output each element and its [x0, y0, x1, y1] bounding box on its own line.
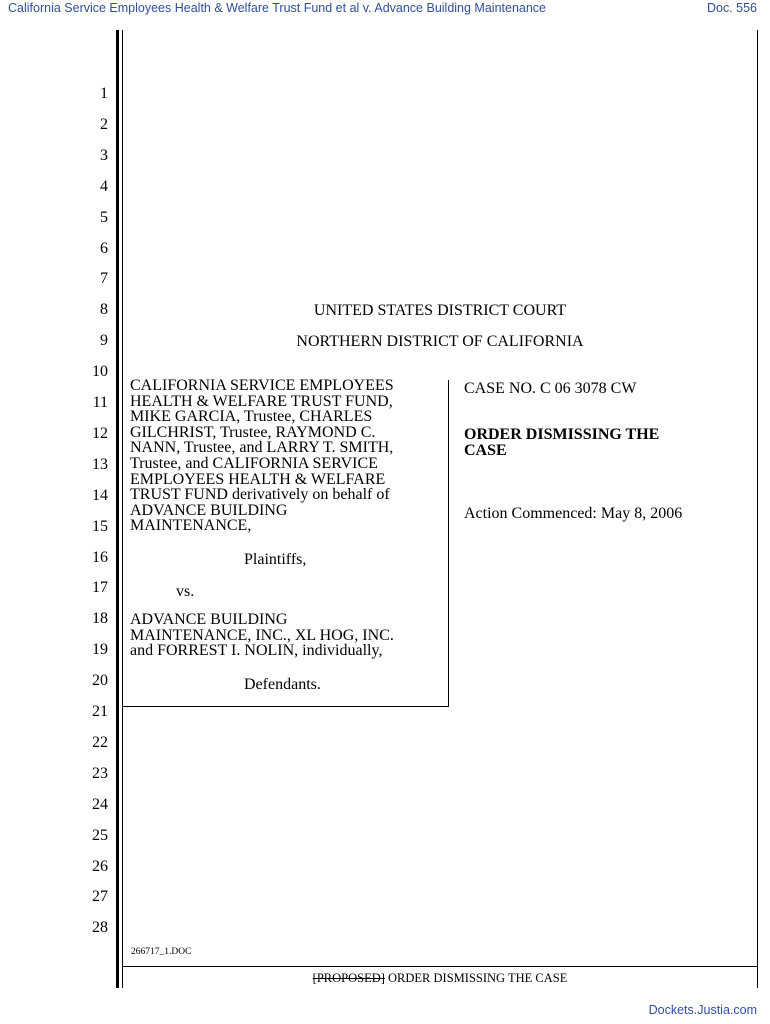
plaintiff-party-line: MAINTENANCE,: [130, 517, 252, 535]
source-link[interactable]: Dockets.Justia.com: [648, 1003, 757, 1017]
line-number: 1: [100, 85, 108, 102]
defendants-label: Defendants.: [244, 676, 321, 693]
line-number: 14: [92, 486, 108, 504]
line-number: 27: [92, 888, 108, 906]
line-number: 5: [100, 208, 108, 226]
line-number: 25: [92, 826, 108, 844]
defendant-party-line: ADVANCE BUILDING: [130, 611, 288, 628]
versus-label: vs.: [176, 583, 195, 600]
plaintiff-party-line: TRUST FUND derivatively on behalf of: [130, 486, 390, 504]
defendants-block: [130, 612, 435, 659]
footer-title: [123, 971, 757, 986]
defendant-party-line: and FORREST I. NOLIN, individually,: [130, 642, 383, 660]
action-commenced: Action Commenced: May 8, 2006: [464, 505, 683, 522]
right-margin-rule: [757, 30, 758, 988]
line-number: 26: [92, 857, 108, 875]
line-number: 20: [92, 672, 108, 690]
line-number: 15: [92, 517, 108, 535]
line-number: 10: [92, 363, 108, 381]
left-margin-rule-thin: [122, 30, 123, 988]
plaintiff-party-line: CALIFORNIA SERVICE EMPLOYEES: [130, 377, 394, 394]
caption-divider: [448, 380, 449, 706]
plaintiffs-block: [130, 378, 435, 534]
order-title-line: ORDER DISMISSING THE: [464, 426, 660, 443]
footer-struck-text: [PROPOSED]: [312, 971, 385, 985]
plaintiff-party-line: Trustee, and CALIFORNIA SERVICE: [130, 454, 378, 472]
plaintiff-party-line: HEALTH & WELFARE TRUST FUND,: [130, 392, 393, 410]
header-case-title-link[interactable]: California Service Employees Health & Welfare Trust Fund et al v. Advance Building Maintenance: [8, 1, 547, 15]
document-id: 266717_1.DOC: [131, 947, 192, 957]
line-number: 18: [92, 610, 108, 628]
line-number: 11: [92, 394, 108, 411]
court-district: NORTHERN DISTRICT OF CALIFORNIA: [296, 333, 584, 350]
left-margin-rule-thick: [116, 30, 119, 988]
line-number: 23: [92, 764, 108, 782]
line-number: 9: [100, 332, 108, 350]
plaintiff-party-line: ADVANCE BUILDING: [130, 501, 288, 519]
plaintiff-party-line: EMPLOYEES HEALTH & WELFARE: [130, 470, 386, 488]
line-number: 19: [92, 641, 108, 659]
line-number: 13: [92, 455, 108, 473]
defendant-party-line: MAINTENANCE, INC., XL HOG, INC.: [130, 626, 394, 644]
plaintiff-party-line: GILCHRIST, Trustee, RAYMOND C.: [130, 423, 376, 441]
footer-title-text: ORDER DISMISSING THE CASE: [384, 971, 568, 985]
line-number: 7: [100, 270, 108, 288]
line-number: 12: [92, 424, 108, 442]
order-title: [464, 427, 659, 459]
caption-bottom-rule: [123, 706, 449, 707]
line-number: 2: [100, 115, 108, 133]
line-number: 3: [100, 146, 108, 164]
case-number: CASE NO. C 06 3078 CW: [464, 380, 637, 397]
line-number: 16: [92, 548, 108, 566]
plaintiff-party-line: NANN, Trustee, and LARRY T. SMITH,: [130, 439, 394, 457]
footer-rule: [122, 966, 758, 967]
line-number: 22: [92, 733, 108, 751]
plaintiff-party-line: MIKE GARCIA, Trustee, CHARLES: [130, 408, 373, 426]
header-doc-number-link[interactable]: Doc. 556: [706, 1, 757, 15]
order-title-line: CASE: [464, 442, 507, 459]
line-number: 6: [100, 239, 108, 257]
court-name: UNITED STATES DISTRICT COURT: [313, 302, 567, 319]
line-number: 4: [100, 177, 108, 195]
line-number: 8: [100, 301, 108, 319]
line-number: 17: [92, 579, 108, 597]
plaintiffs-label: Plaintiffs,: [244, 551, 307, 568]
line-number: 28: [92, 919, 108, 937]
line-number: 21: [92, 703, 108, 720]
line-number: 24: [92, 795, 108, 813]
